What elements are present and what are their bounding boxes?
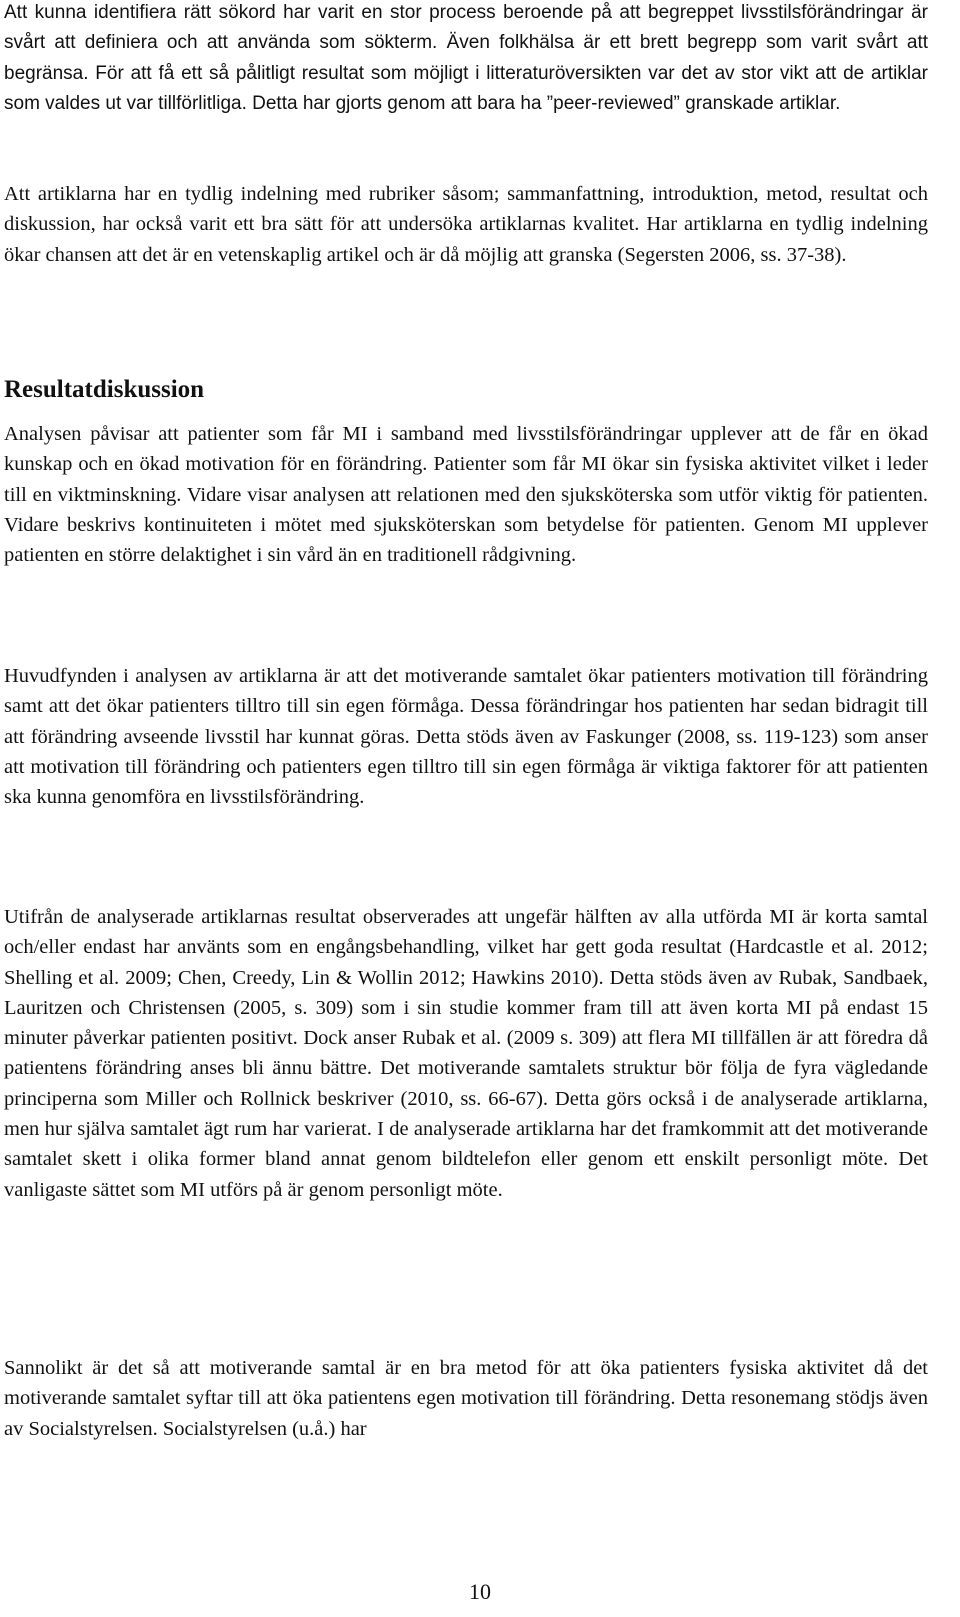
paragraph-analysis-summary: Analysen påvisar att patienter som får MI i samband med livsstilsförändringar upplever att de får en ökad kunskap och en ökad motivation för en förändring. Patienter som får MI ökar sin fysiska aktivitet vilket i leder till en viktminskning. Vidare visar analysen att relationen med den sjuksköterska som utför viktig för patienten. Vidare beskrivs kontinuiteten i mötet med sjuksköterskan som betydelse för patienten. Genom MI upplever patienten en större delaktighet i sin vård än en traditionell rådgivning. (4, 423, 928, 567)
paragraph-physical-activity: Sannolikt är det så att motiverande samtal är en bra metod för att öka patienters fysiska aktivitet då det motiverande samtalet syftar till att öka patientens egen motivation till förändring. Detta resonemang stödjs även av Socialstyrelsen. Socialstyrelsen (u.å.) har (4, 1357, 928, 1440)
section-heading: Resultatdiskussion (4, 376, 205, 403)
paragraph-article-structure: Att artiklarna har en tydlig indelning med rubriker såsom; sammanfattning, introduktion, metod, resultat och diskussion, har också varit ett bra sätt för att undersöka artiklarnas kvalitet. Har artiklarna en tydlig indelning ökar chansen att det är en vetenskaplig artikel och är då möjlig att granska (Segersten 2006, ss. 37-38). (4, 183, 928, 266)
paragraph-search-terms: Att kunna identifiera rätt sökord har varit en stor process beroende på att begreppet livsstilsförändringar är svårt att definiera och att använda som sökterm. Även folkhälsa är ett brett begrepp som varit svårt att begränsa. För att få ett så pålitligt resultat som möjligt i litteraturöversikten var det av stor vikt att de artiklar som valdes ut var tillförlitliga. Detta har gjorts genom att bara ha ”peer-reviewed” granskade artiklar. (4, 2, 928, 114)
paragraph-short-sessions: Utifrån de analyserade artiklarnas resultat observerades att ungefär hälften av alla utförda MI är korta samtal och/eller endast har använts som en engångsbehandling, vilket har gett goda resultat (Hardcastle et al. 2012; Shelling et al. 2009; Chen, Creedy, Lin & Wollin 2012; Hawkins 2010). Detta stöds även av Rubak, Sandbaek, Lauritzen och Christensen (2005, s. 309) som i sin studie kommer fram till att även korta MI på endast 15 minuter påverkar patienten positivt. Dock anser Rubak et al. (2009 s. 309) att flera MI tillfällen är att föredra då patientens förändring anses bli ännu bättre. Det motiverande samtalets struktur bör följa de fyra vägledande principerna som Miller och Rollnick beskriver (2010, ss. 66-67). Detta görs också i de analyserade artiklarna, men hur själva samtalet ägt rum har varierat. I de analyserade artiklarna har det framkommit att det motiverande samtalet skett i olika former bland annat genom bildtelefon eller genom ett enskilt personligt möte. Det vanligaste sättet som MI utförs på är genom personligt möte. (4, 906, 928, 1201)
paragraph-main-findings: Huvudfynden i analysen av artiklarna är att det motiverande samtalet ökar patienters motivation till förändring samt att det ökar patienters tilltro till sin egen förmåga. Dessa förändringar hos patienten har sedan bidragit till att förändring avseende livsstil har kunnat göras. Detta stöds även av Faskunger (2008, ss. 119-123) som anser att motivation till förändring och patienters egen tilltro till sin egen förmåga är viktiga faktorer för att patienten ska kunna genomföra en livsstilsförändring. (4, 665, 928, 809)
page-number: 10 (469, 1579, 491, 1604)
